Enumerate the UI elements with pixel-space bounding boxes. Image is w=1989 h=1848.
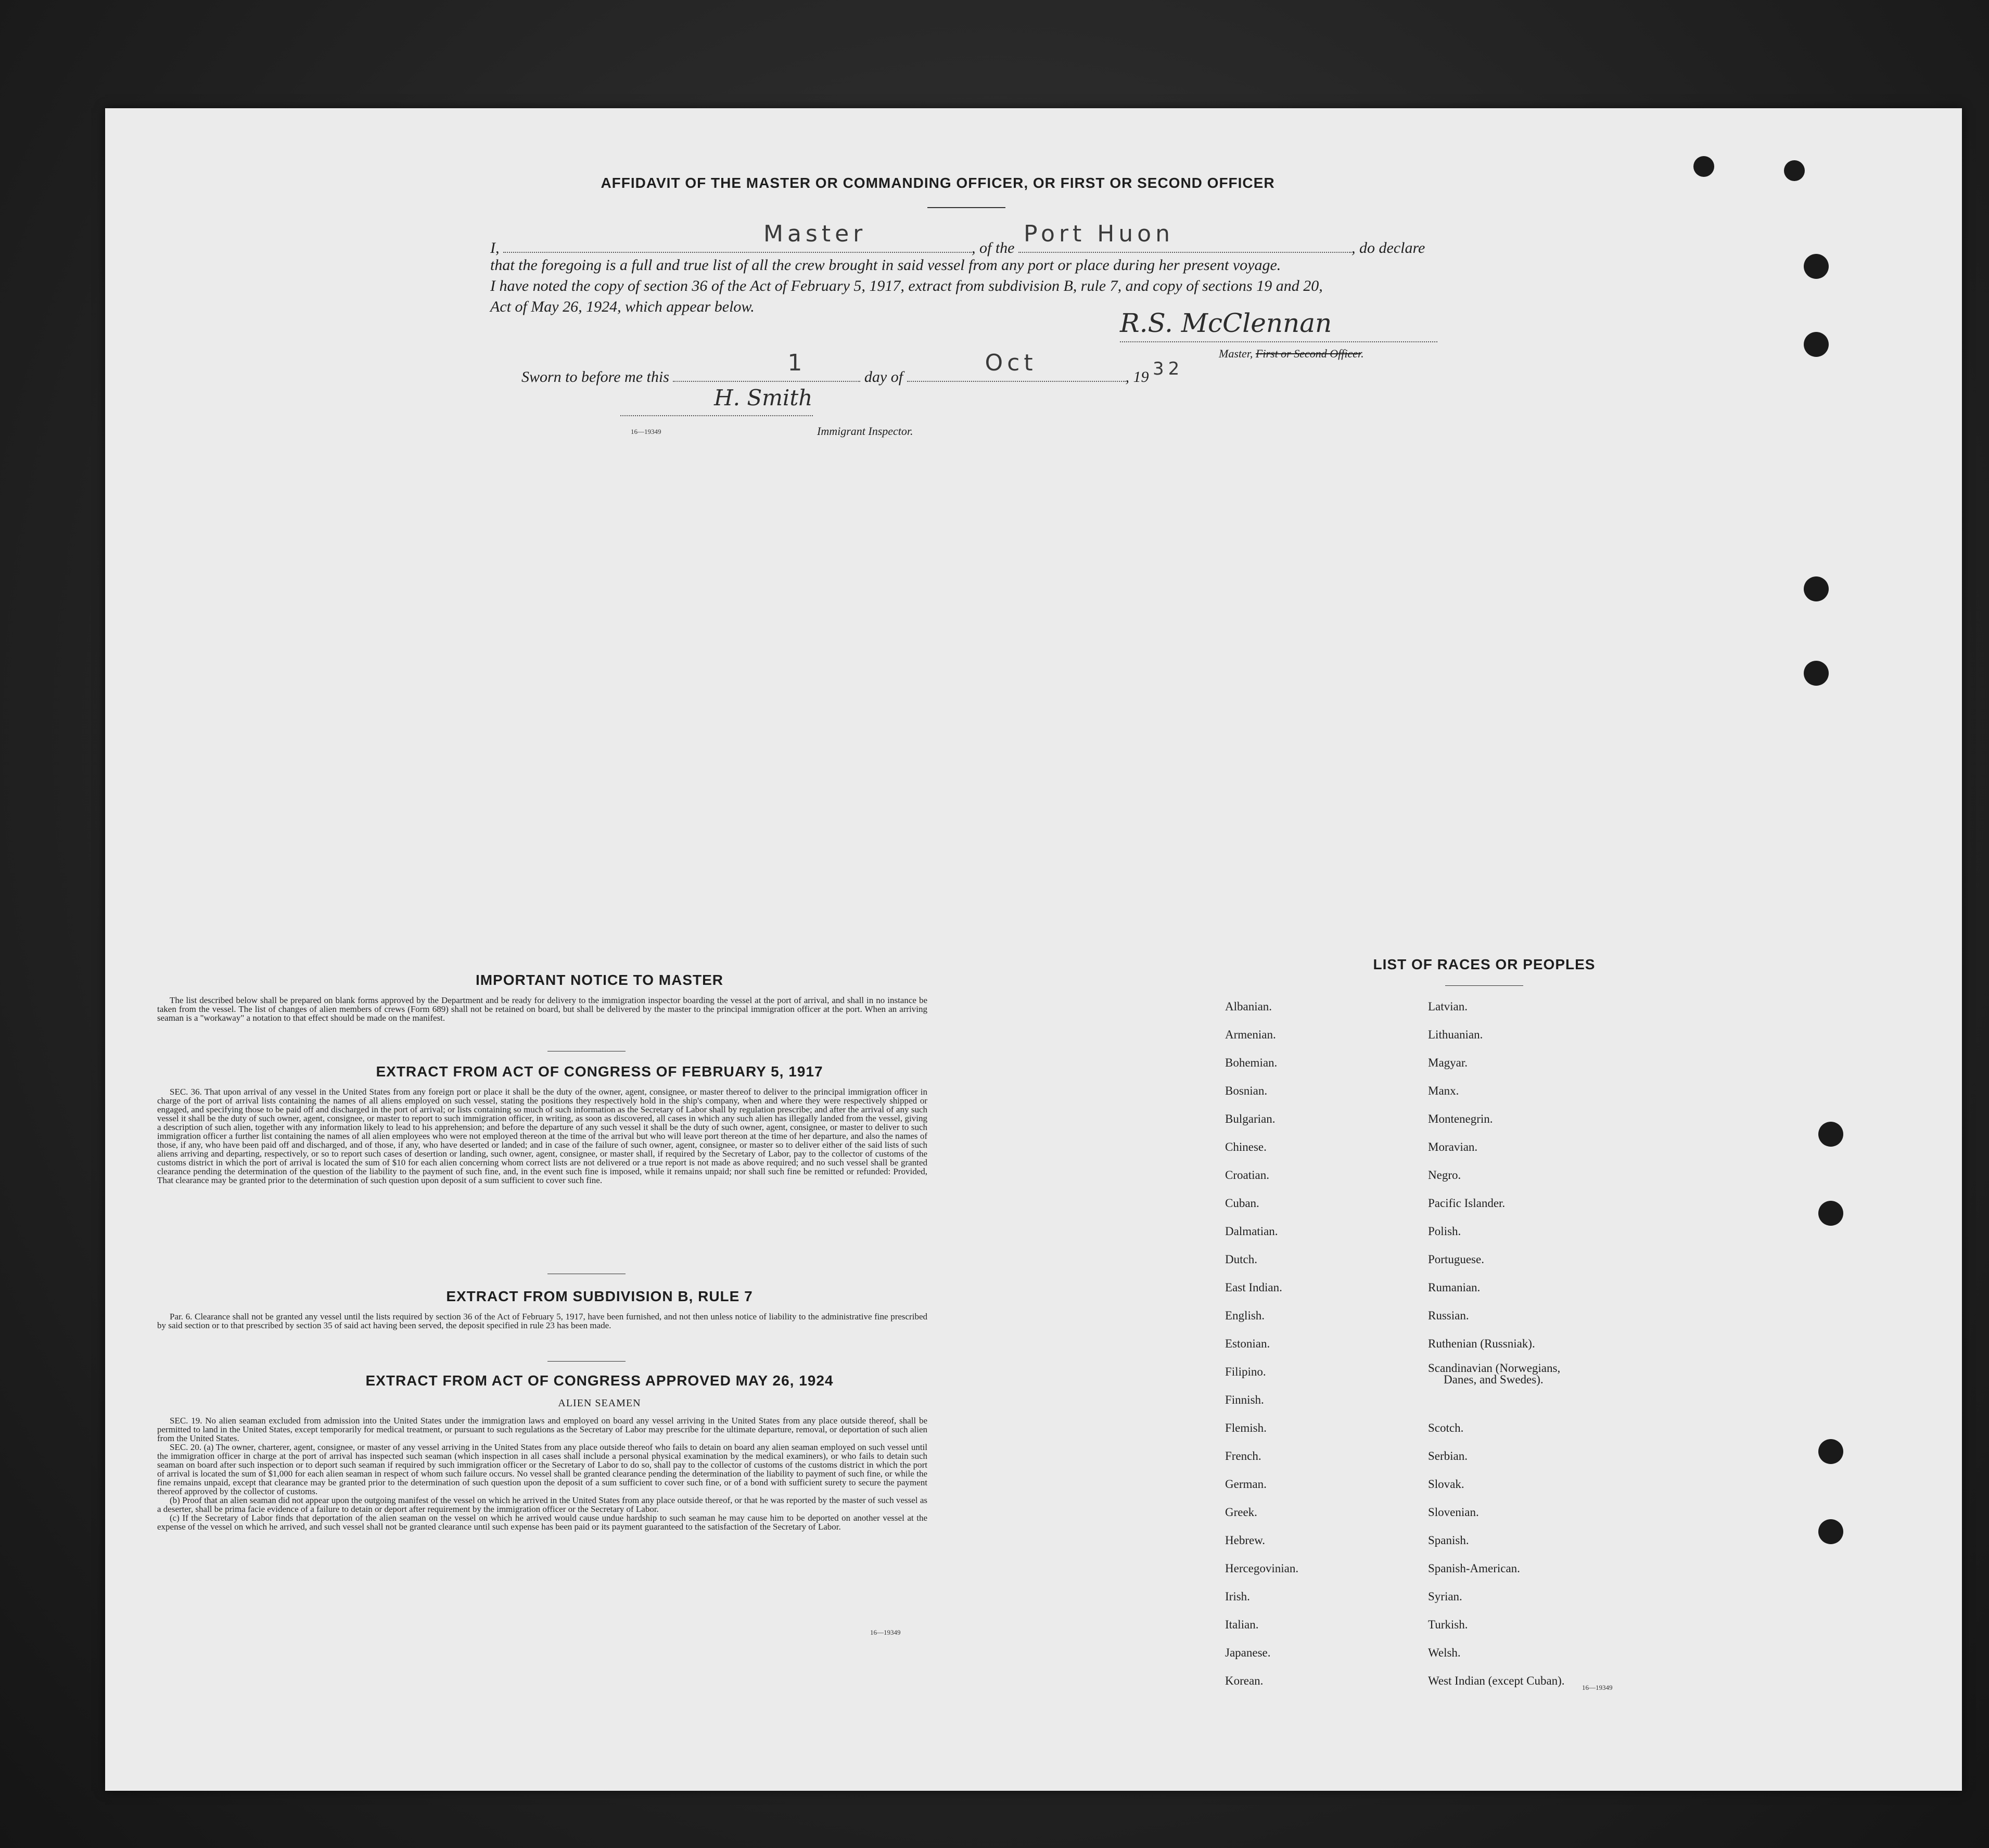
master-signature: R.S. McClennan — [1120, 308, 1332, 338]
section-20a-paragraph: SEC. 20. (a) The owner, charterer, agent, consignee, or master of any vessel arriving in the United States from any place outside thereof who fails to detain on board any alien seaman employed on such vessel until the immigration officer in charge at the port of arrival has inspected such seaman (which inspection in all cases shall include a personal physical examination by the medical examiners), or who fails to detain such seaman on board after such inspection or to deport such seaman if required by such immigration officer or the Secretary of Labor to do so, shall pay to the collector of customs of the customs district in which the port of arrival is located the sum of $1,000 for each alien seaman in respect of whom such failure occurs. No vessel shall be granted clearance pending the determination of the liability to payment of such fine, or while the fine remains unpaid, except that clearance may be granted prior to the determination of such question upon the deposit of a sum sufficient to cover such fine, or of a bond with sufficient surety to secure the payment thereof approved by the collector of customs. — [157, 1442, 927, 1496]
sworn-year: 32 — [1153, 358, 1184, 379]
affidavit-form-number: 16—19349 — [631, 428, 661, 435]
name-handwritten: Master — [763, 221, 867, 247]
race-item: Pacific Islander. — [1428, 1197, 1506, 1210]
affidavit-line-2: that the foregoing is a full and true list of all the crew brought in said vessel from any port or place during her present voyage. — [490, 256, 1281, 274]
rule-7-text — [157, 1312, 927, 1330]
extract-1917-text — [157, 1087, 927, 1185]
punch-hole — [1804, 576, 1829, 601]
race-item: French. — [1225, 1449, 1261, 1462]
vessel-field — [1018, 221, 1352, 253]
race-item: Montenegrin. — [1428, 1112, 1493, 1125]
sworn-line — [521, 350, 1184, 388]
race-item: Finnish. — [1225, 1393, 1264, 1406]
punch-hole — [1804, 254, 1829, 279]
race-item: West Indian (except Cuban). — [1428, 1674, 1565, 1687]
races-form-number: 16—19349 — [1582, 1684, 1613, 1691]
race-item: Portuguese. — [1428, 1253, 1484, 1266]
extract-form-number: 16—19349 — [870, 1628, 901, 1636]
notice-paragraph: The list described below shall be prepared on blank forms approved by the Department and be ready for delivery to the immigration inspector boarding the vessel at the port of arrival, and shall in no instance be taken from the vessel. The list of changes of alien members of crews (Form 689) shall not be retained on board, but shall be delivered by the master to the principal immigration officer at the port. When an arriving seaman is a "workaway" a notation to that effect should be made on the manifest. — [157, 995, 927, 1023]
race-item: Japanese. — [1225, 1646, 1271, 1659]
punch-hole — [1818, 1519, 1843, 1544]
line1-suffix: , do declare — [1352, 239, 1425, 256]
alien-seamen-subtitle: ALIEN SEAMEN — [558, 1397, 641, 1409]
race-item: Greek. — [1225, 1506, 1257, 1519]
section-20c-paragraph: (c) If the Secretary of Labor finds that deportation of the alien seaman on the vessel on which he arrived would cause undue hardship to such seaman he may cause him to be deported on another vessel at the expense of the vessel on which he arrived, and such vessel shall not be granted clearance until such expense has been paid or its payment guaranteed to the satisfaction of the Secretary of Labor. — [157, 1513, 927, 1532]
race-item: German. — [1225, 1478, 1267, 1491]
race-item: Bohemian. — [1225, 1056, 1278, 1069]
caption-struck-officer: First or Second Officer — [1255, 347, 1361, 360]
race-item: Welsh. — [1428, 1646, 1461, 1659]
race-item: Irish. — [1225, 1590, 1250, 1603]
race-item: Dutch. — [1225, 1253, 1257, 1266]
section-36-paragraph: SEC. 36. That upon arrival of any vessel in the United States from any foreign port or place it shall be the duty of the owner, agent, consignee, or master thereof to deliver to the principal immigration officer in charge of the port of arrival lists containing the names of all aliens employed on such vessel, stating the positions they respectively hold in the ship's company, when and where they were respectively shipped or engaged, and specifying those to be paid off and discharged in the port of arrival; or lists containing so much of such information as the Secretary of Labor shall by regulation prescribe; and after the arrival of any such vessel it shall be the duty of such owner, agent, consignee, or master to report to such immigration officer, in writing, as soon as discovered, all cases in which any such alien has illegally landed from the vessel, giving a description of such alien, together with any information likely to lead to his apprehension; and before the departure of any such vessel it shall be the duty of such owner, agent, consignee, or master to deliver to such immigration officer a further list containing the names of all alien employees who were not employed thereon at the time of the arrival but who will leave port thereon at the time of her departure, and also the names of those, if any, who have been paid off and discharged, and of those, if any, who have deserted or landed; and in case of the failure of such owner, agent, consignee, or master so to deliver either of the said lists of such aliens arriving and departing, respectively, or so to report such cases of desertion or landing, such owner, agent, consignee, or master shall, if required by the Secretary of Labor, pay to the collector of customs of the customs district in which the port of arrival is located the sum of $10 for each alien concerning whom correct lists are not delivered or a true report is not made as above required; and no such vessel shall be granted clearance pending the determination of the question of the liability to the payment of such fine, and, in the event such fine is imposed, while it remains unpaid; nor shall such fine be remitted or refunded: Provided, That clearance may be granted prior to the determination of such question upon deposit of a sum sufficient to cover such fine. — [157, 1087, 927, 1185]
race-item: Scotch. — [1428, 1421, 1464, 1434]
race-item: Croatian. — [1225, 1169, 1269, 1182]
section-19-paragraph: SEC. 19. No alien seaman excluded from admission into the United States under the immigration laws and employed on board any vessel arriving in the United States from any place outside thereof, shall be permitted to land in the United States, except temporarily for medical treatment, or pursuant to such regulations as the Secretary of Labor may prescribe for the ultimate departure, removal, or deportation of such alien from the United States. — [157, 1416, 927, 1443]
race-item: Bosnian. — [1225, 1084, 1268, 1097]
extract-1924-text — [157, 1416, 927, 1531]
race-item: Flemish. — [1225, 1421, 1267, 1434]
race-item: Dalmatian. — [1225, 1225, 1278, 1238]
inspector-signature: H. Smith — [714, 385, 813, 410]
race-item: Spanish-American. — [1428, 1562, 1520, 1575]
race-item: Manx. — [1428, 1084, 1459, 1097]
section-20b-paragraph: (b) Proof that an alien seaman did not appear upon the outgoing manifest of the vessel on which he arrived in the United States from any place outside thereof, or that he was reported by the master of such vessel as a deserter, shall be prima facie evidence of a failure to detain or deport after requirement by the immigration officer or the Secretary of Labor. — [157, 1495, 927, 1514]
race-item: Moravian. — [1428, 1140, 1478, 1153]
affidavit-line-3: I have noted the copy of section 36 of the Act of February 5, 1917, extract from subdivision B, rule 7, and copy of sections 19 and 20, — [490, 277, 1323, 294]
notice-text — [157, 996, 927, 1022]
race-item: Turkish. — [1428, 1618, 1468, 1631]
sworn-day-field — [673, 350, 860, 382]
race-item: East Indian. — [1225, 1281, 1282, 1294]
race-item: Hebrew. — [1225, 1534, 1266, 1547]
extract-1924-title: EXTRACT FROM ACT OF CONGRESS APPROVED MAY 26, 1924 — [365, 1372, 834, 1389]
caption-master: Master, — [1219, 347, 1253, 360]
races-column-2 — [1428, 993, 1565, 1695]
race-item: Syrian. — [1428, 1590, 1462, 1603]
race-item: Magyar. — [1428, 1056, 1468, 1069]
race-item: Estonian. — [1225, 1337, 1270, 1350]
punch-hole — [1818, 1122, 1843, 1147]
race-item: Italian. — [1225, 1618, 1259, 1631]
race-item: Armenian. — [1225, 1028, 1276, 1041]
race-item: Korean. — [1225, 1674, 1264, 1687]
affidavit-line-4: Act of May 26, 1924, which appear below. — [490, 298, 755, 315]
notice-title: IMPORTANT NOTICE TO MASTER — [475, 972, 724, 988]
race-item: Latvian. — [1428, 1000, 1468, 1013]
inspector-caption: Immigrant Inspector. — [817, 425, 913, 438]
line1-mid: , of the — [972, 239, 1015, 256]
races-rule — [1445, 985, 1523, 986]
extract-1917-title: EXTRACT FROM ACT OF CONGRESS OF FEBRUARY 5, 1917 — [376, 1063, 823, 1080]
race-item: Ruthenian (Russniak). — [1428, 1337, 1535, 1350]
race-item: Serbian. — [1428, 1449, 1468, 1462]
race-item: Negro. — [1428, 1169, 1461, 1182]
punch-hole — [1818, 1201, 1843, 1226]
sworn-month: Oct — [985, 350, 1037, 376]
race-item: Cuban. — [1225, 1197, 1259, 1210]
race-item: Lithuanian. — [1428, 1028, 1483, 1041]
races-title: LIST OF RACES OR PEOPLES — [1373, 956, 1596, 972]
punch-hole — [1804, 661, 1829, 686]
race-item: Spanish. — [1428, 1534, 1469, 1547]
race-item: Albanian. — [1225, 1000, 1272, 1013]
document-page — [105, 108, 1962, 1791]
race-item: Hercegovinian. — [1225, 1562, 1299, 1575]
rule-7-rule — [547, 1361, 626, 1362]
punch-hole — [1818, 1439, 1843, 1464]
race-item: Rumanian. — [1428, 1281, 1481, 1294]
sworn-year-prefix: , 19 — [1125, 368, 1149, 386]
rule-7-paragraph: Par. 6. Clearance shall not be granted any vessel until the lists required by section 36 of the Act of February 5, 1917, have been furnished, and not then unless notice of liability to the administrative fine prescribed by said section or to that prescribed by section 35 of said act having been served, the deposit specified in rule 23 has been made. — [157, 1312, 927, 1330]
sworn-day: 1 — [787, 350, 807, 376]
sworn-day-label: day of — [864, 368, 903, 386]
race-item: Scandinavian (Norwegians, — [1428, 1362, 1561, 1375]
sworn-prefix: Sworn to before me this — [521, 368, 669, 386]
line1-prefix: I, — [490, 239, 500, 256]
race-item: Filipino. — [1225, 1365, 1266, 1378]
race-item: English. — [1225, 1309, 1265, 1322]
punch-hole — [1784, 160, 1805, 181]
master-signature-line — [1120, 308, 1437, 342]
races-column-1 — [1225, 993, 1298, 1695]
punch-hole — [1804, 332, 1829, 357]
signature-caption — [1219, 343, 1364, 364]
race-item: Danes, and Swedes). — [1444, 1373, 1544, 1386]
name-field — [503, 221, 972, 253]
caption-period: . — [1361, 347, 1364, 360]
vessel-handwritten: Port Huon — [1024, 221, 1174, 247]
race-item: Bulgarian. — [1225, 1112, 1276, 1125]
punch-hole — [1693, 156, 1714, 177]
rule-7-title: EXTRACT FROM SUBDIVISION B, RULE 7 — [446, 1288, 753, 1304]
race-item: Slovak. — [1428, 1478, 1464, 1491]
race-item: Polish. — [1428, 1225, 1461, 1238]
title-rule — [927, 207, 1005, 208]
sworn-month-field — [907, 350, 1126, 382]
inspector-signature-line — [620, 385, 813, 416]
race-item: Russian. — [1428, 1309, 1469, 1322]
race-item: Chinese. — [1225, 1140, 1267, 1153]
affidavit-title: AFFIDAVIT OF THE MASTER OR COMMANDING OFFICER, OR FIRST OR SECOND OFFICER — [601, 175, 1275, 191]
race-item: Slovenian. — [1428, 1506, 1479, 1519]
